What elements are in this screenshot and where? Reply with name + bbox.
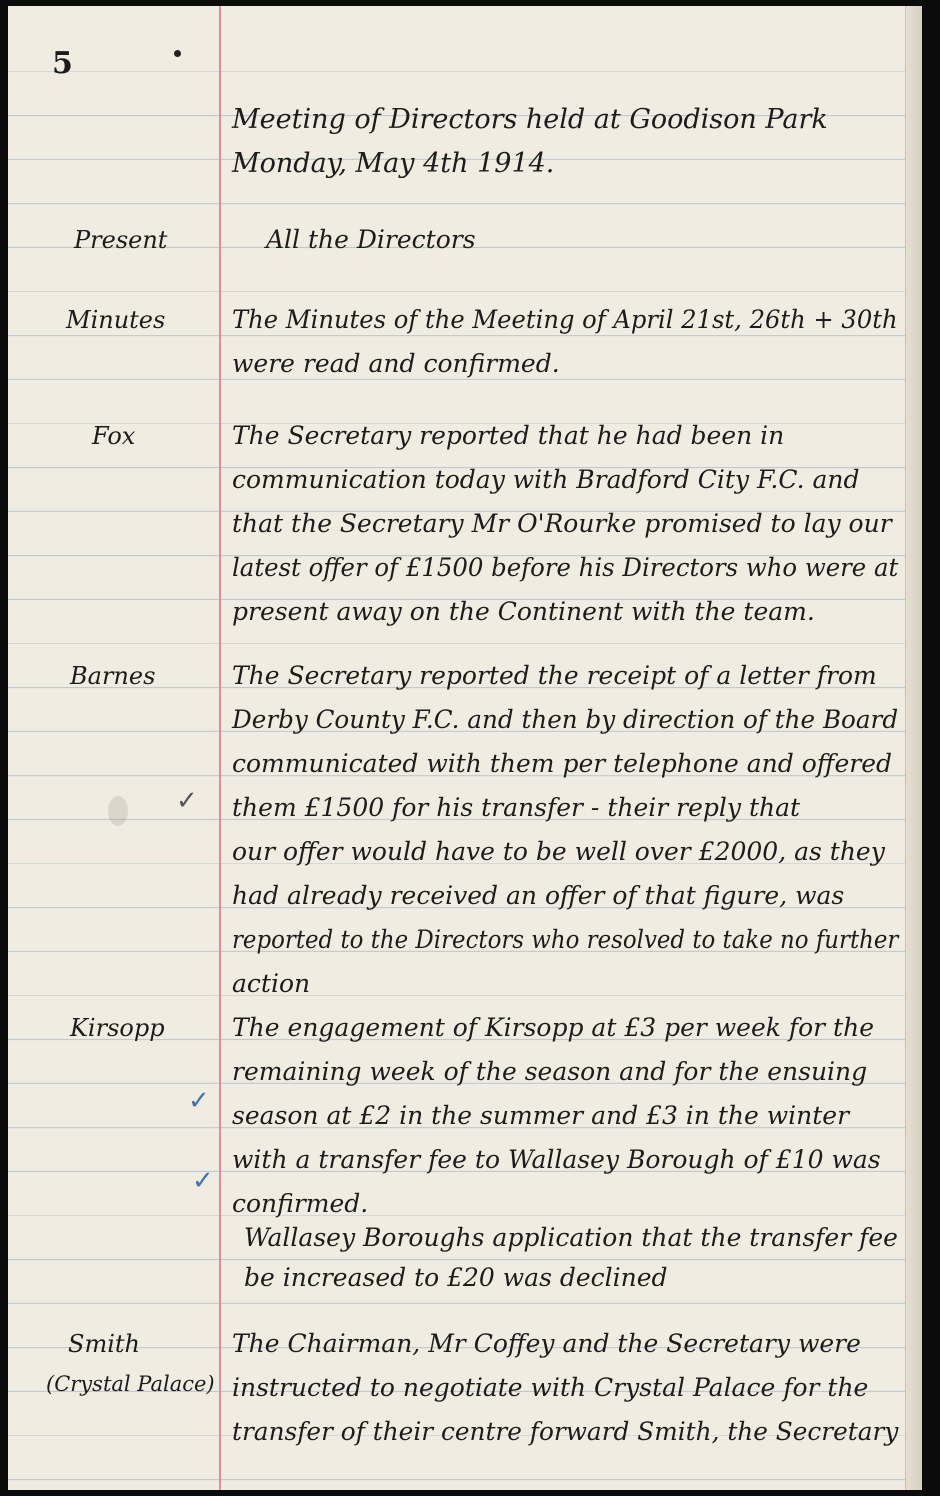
pencil-tick-icon: ✓	[176, 786, 198, 816]
minutes-line-1: The Minutes of the Meeting of April 21st, 26th + 30th	[232, 305, 898, 334]
barnes-line-1: The Secretary reported the receipt of a letter from	[232, 661, 877, 690]
page-edge	[905, 6, 922, 1490]
smith-line-2: instructed to negotiate with Crystal Palace for the	[232, 1373, 869, 1402]
label-barnes: Barnes	[70, 662, 156, 690]
paper-smudge	[108, 796, 128, 826]
heading-line-2: Monday, May 4th 1914.	[232, 148, 555, 179]
page-number: 5	[52, 46, 73, 81]
kirsopp-line-6: Wallasey Boroughs application that the transfer fee	[244, 1223, 898, 1252]
label-smith: Smith	[68, 1330, 140, 1358]
blue-tick-icon: ✓	[188, 1086, 210, 1116]
fox-line-3: that the Secretary Mr O'Rourke promised to lay our	[232, 509, 892, 538]
kirsopp-line-2: remaining week of the season and for the ensuing	[232, 1057, 868, 1086]
minutes-line-2: were read and confirmed.	[232, 349, 560, 378]
kirsopp-line-7: be increased to £20 was declined	[244, 1263, 668, 1292]
ledger-page	[8, 6, 922, 1490]
barnes-line-2: Derby County F.C. and then by direction of the Board	[232, 705, 899, 734]
blue-tick-icon: ✓	[192, 1166, 214, 1196]
label-smith-sub: (Crystal Palace)	[46, 1372, 215, 1396]
present-line-1: All the Directors	[266, 225, 476, 254]
label-kirsopp: Kirsopp	[70, 1014, 165, 1042]
label-present: Present	[74, 226, 168, 254]
fox-line-2: communication today with Bradford City F.C. and	[232, 465, 860, 494]
kirsopp-line-1: The engagement of Kirsopp at £3 per week for the	[232, 1013, 875, 1042]
fox-line-4: latest offer of £1500 before his Directors who were at	[232, 553, 899, 582]
barnes-line-7: reported to the Directors who resolved to take no further	[232, 925, 899, 954]
kirsopp-line-4: with a transfer fee to Wallasey Borough of £10 was	[232, 1145, 881, 1174]
barnes-line-4: them £1500 for his transfer - their reply that	[232, 793, 801, 822]
barnes-line-5: our offer would have to be well over £2000, as they	[232, 837, 885, 866]
smith-line-3: transfer of their centre forward Smith, the Secretary	[232, 1417, 899, 1446]
smith-line-1: The Chairman, Mr Coffey and the Secretary were	[232, 1329, 861, 1358]
barnes-line-8: action	[232, 969, 311, 998]
barnes-line-6: had already received an offer of that figure, was	[232, 881, 845, 910]
fox-line-1: The Secretary reported that he had been in	[232, 421, 785, 450]
ink-dot	[174, 50, 181, 57]
kirsopp-line-3: season at £2 in the summer and £3 in the winter	[232, 1101, 850, 1130]
label-minutes: Minutes	[66, 306, 166, 334]
label-fox: Fox	[92, 422, 136, 450]
barnes-line-3: communicated with them per telephone and offered	[232, 749, 893, 778]
margin-rule	[219, 6, 221, 1490]
fox-line-5: present away on the Continent with the team.	[232, 597, 815, 626]
heading-line-1: Meeting of Directors held at Goodison Park	[232, 104, 828, 135]
kirsopp-line-5: confirmed.	[232, 1189, 369, 1218]
